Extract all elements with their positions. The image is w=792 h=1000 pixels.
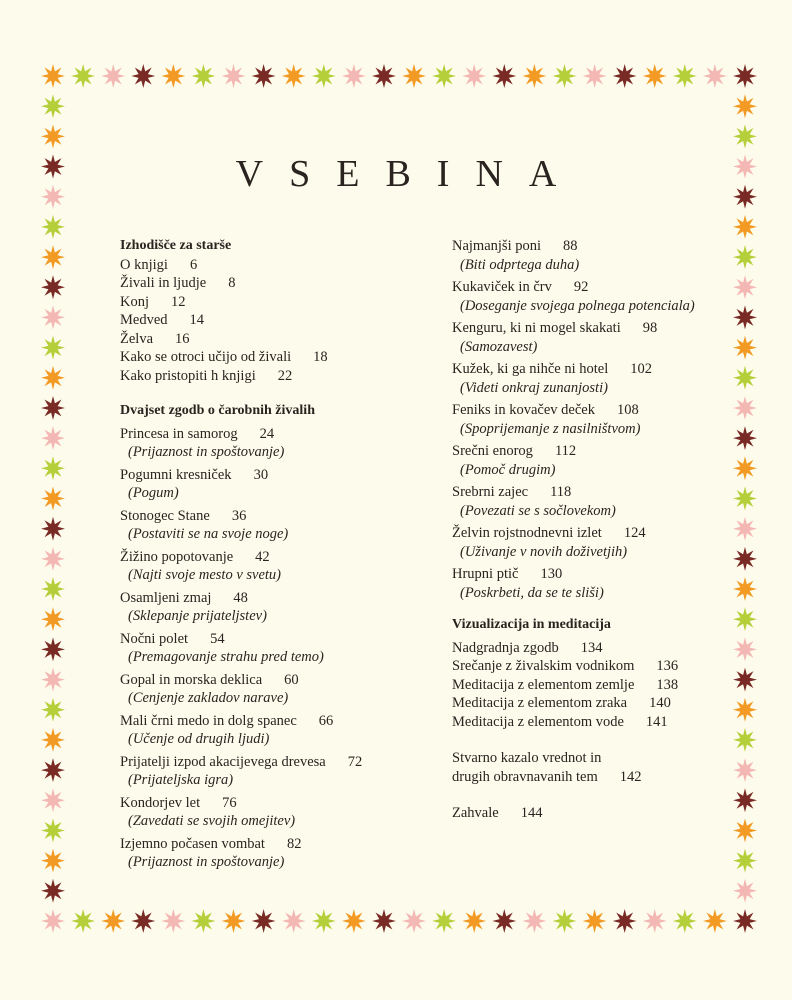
star-ornament	[522, 64, 546, 88]
entry-title: Princesa in samorog	[120, 425, 238, 442]
star-ornament	[432, 909, 456, 933]
star-ornament	[41, 728, 65, 752]
entry-page: 134	[580, 639, 603, 656]
toc-entry[interactable]	[452, 676, 722, 695]
entry-page: 16	[175, 330, 190, 347]
entry-theme: (Zavedati se svojih omejitev)	[128, 813, 296, 829]
entry-page: 24	[259, 425, 275, 442]
star-ornament	[41, 517, 65, 541]
stories-list-right	[452, 237, 722, 602]
entry-theme: (Videti onkraj zunanjosti)	[460, 379, 608, 396]
entry-page: 118	[550, 484, 572, 500]
star-ornament	[583, 909, 607, 933]
entry-theme: (Poskrbeti, da se te sliši)	[460, 584, 604, 601]
entry-page: 140	[649, 695, 671, 711]
entry-title: Prijatelji izpod akacijevega drevesa	[120, 753, 326, 770]
star-ornament	[131, 909, 155, 933]
entry-theme: (Prijateljska igra)	[128, 772, 234, 788]
entry-title: Gopal in morska deklica	[120, 671, 263, 688]
star-ornament	[161, 64, 185, 88]
entry-theme: (Pogum)	[128, 485, 179, 501]
entry-page: 142	[619, 768, 642, 785]
toc-entry[interactable]	[452, 713, 722, 732]
toc-story-entry[interactable]	[452, 565, 722, 602]
toc-story-entry[interactable]	[452, 319, 722, 356]
toc-story-entry[interactable]	[452, 360, 722, 397]
star-ornament	[733, 698, 757, 722]
entry-title: Pogumni kresniček	[120, 466, 232, 483]
entry-title: Srebrni zajec	[452, 484, 529, 500]
star-ornament	[41, 547, 65, 571]
star-ornament	[41, 668, 65, 692]
star-ornament	[252, 909, 276, 933]
section-heading-visualization: Vizualizacija in meditacija	[452, 617, 611, 632]
entry-title: Kužek, ki ga nihče ni hotel	[452, 361, 609, 377]
toc-entry[interactable]	[120, 330, 440, 349]
star-ornament	[41, 698, 65, 722]
entry-page: 136	[656, 658, 679, 674]
entry-title: Osamljeni zmaj	[120, 589, 212, 606]
star-ornament	[41, 245, 65, 269]
entry-page: 112	[554, 443, 577, 459]
star-ornament	[643, 64, 667, 88]
entry-theme: (Postaviti se na svoje noge)	[128, 526, 289, 542]
star-ornament	[101, 909, 125, 933]
entry-page: 48	[233, 589, 248, 606]
star-ornament	[41, 758, 65, 782]
star-ornament	[432, 64, 456, 88]
star-ornament	[613, 909, 637, 933]
star-ornament	[733, 788, 757, 812]
star-ornament	[402, 909, 426, 933]
star-ornament	[733, 547, 757, 571]
star-ornament	[71, 909, 95, 933]
entry-page: 8	[228, 275, 236, 291]
toc-story-entry[interactable]	[120, 753, 440, 790]
star-ornament	[41, 879, 65, 903]
entry-theme: (Samozavest)	[460, 338, 538, 355]
star-ornament	[733, 64, 757, 88]
star-ornament	[733, 456, 757, 480]
toc-story-entry[interactable]	[120, 835, 440, 872]
star-ornament	[282, 64, 306, 88]
star-ornament	[312, 64, 336, 88]
star-ornament	[733, 275, 757, 299]
star-ornament	[462, 64, 486, 88]
entry-page: 144	[520, 805, 543, 821]
toc-story-entry[interactable]	[120, 466, 440, 503]
entry-page: 14	[189, 312, 205, 328]
toc-story-entry[interactable]	[120, 630, 440, 667]
entry-title: Kako se otroci učijo od živali	[120, 349, 292, 365]
entry-page: 66	[318, 712, 334, 729]
star-ornament	[673, 909, 697, 933]
entry-page: 92	[573, 279, 589, 295]
entry-title: Srečni enorog	[452, 443, 533, 459]
star-ornament	[703, 64, 727, 88]
star-ornament	[733, 607, 757, 631]
star-ornament	[131, 64, 155, 88]
entry-theme: (Sklepanje prijateljstev)	[128, 608, 267, 624]
toc-story-entry[interactable]	[120, 712, 440, 749]
entry-page: 42	[255, 548, 270, 565]
toc-story-entry[interactable]	[120, 425, 440, 462]
star-ornament	[643, 909, 667, 933]
star-ornament	[613, 64, 637, 88]
toc-story-entry[interactable]	[452, 524, 722, 561]
toc-story-entry[interactable]	[120, 671, 440, 708]
entry-page: 102	[630, 361, 652, 377]
toc-story-entry[interactable]	[120, 507, 440, 544]
star-ornament	[41, 94, 65, 118]
parents-list	[120, 256, 440, 386]
star-ornament	[733, 819, 757, 843]
toc-story-entry[interactable]	[452, 483, 722, 520]
star-ornament	[342, 64, 366, 88]
entry-theme: (Prijaznost in spoštovanje)	[128, 854, 285, 870]
toc-entry[interactable]	[120, 274, 440, 293]
entry-theme: (Cenjenje zakladov narave)	[128, 690, 289, 706]
entry-title: Najmanjši poni	[452, 238, 542, 254]
entry-title: Hrupni ptič	[452, 566, 519, 582]
entry-page: 88	[563, 238, 578, 254]
star-ornament	[41, 336, 65, 360]
toc-story-entry[interactable]	[452, 278, 722, 315]
entry-page: 76	[222, 794, 237, 811]
entry-title: Živali in ljudje	[120, 275, 207, 291]
entry-title: O knjigi	[120, 256, 168, 273]
star-ornament	[41, 909, 65, 933]
entry-theme: (Učenje od drugih ljudi)	[128, 731, 270, 747]
entry-page: 130	[540, 566, 563, 582]
entry-page: 12	[171, 293, 186, 310]
toc-entry-thanks[interactable]	[452, 804, 722, 823]
entry-title: Zahvale	[452, 805, 499, 821]
star-ornament	[41, 396, 65, 420]
entry-theme: (Doseganje svojega polnega potenciala)	[460, 297, 695, 314]
entry-title: Medved	[120, 312, 168, 328]
star-ornament	[733, 879, 757, 903]
star-ornament	[402, 64, 426, 88]
star-ornament	[553, 64, 577, 88]
stories-list-left	[120, 425, 440, 872]
entry-page: 98	[642, 320, 658, 336]
star-ornament	[41, 487, 65, 511]
star-ornament	[733, 577, 757, 601]
star-ornament	[372, 909, 396, 933]
entry-page: 36	[231, 507, 247, 524]
star-ornament	[733, 305, 757, 329]
entry-title: Želvin rojstnodnevni izlet	[452, 525, 602, 541]
toc-entry[interactable]	[452, 657, 722, 676]
entry-title: Meditacija z elementom zraka	[452, 695, 628, 711]
star-ornament	[583, 64, 607, 88]
toc-entry[interactable]	[120, 348, 440, 367]
entry-page: 124	[623, 525, 646, 541]
star-ornament	[733, 487, 757, 511]
visualization-list	[452, 639, 722, 732]
star-ornament	[101, 64, 125, 88]
entry-title: Meditacija z elementom zemlje	[452, 676, 635, 693]
toc-entry-index[interactable]	[452, 749, 722, 786]
star-ornament	[492, 64, 516, 88]
toc-story-entry[interactable]	[120, 548, 440, 585]
toc-entry[interactable]	[452, 694, 722, 713]
toc-entry[interactable]	[120, 311, 440, 330]
star-ornament	[41, 577, 65, 601]
star-ornament	[673, 64, 697, 88]
toc-entry[interactable]	[120, 256, 440, 275]
star-ornament	[733, 728, 757, 752]
star-ornament	[41, 637, 65, 661]
entry-title: Žižino popotovanje	[120, 548, 234, 565]
entry-theme: (Prijaznost in spoštovanje)	[128, 444, 285, 460]
star-ornament	[733, 637, 757, 661]
star-ornament	[222, 64, 246, 88]
entry-page: 60	[284, 671, 299, 688]
star-ornament	[733, 396, 757, 420]
star-ornament	[372, 64, 396, 88]
toc-entry[interactable]	[120, 367, 440, 386]
toc-story-entry[interactable]	[120, 794, 440, 831]
entry-page: 82	[286, 835, 302, 852]
entry-title: Stonogec Stane	[120, 507, 210, 524]
entry-theme: (Spoprijemanje z nasilništvom)	[460, 420, 641, 437]
star-ornament	[41, 849, 65, 873]
star-ornament	[342, 909, 366, 933]
entry-page: 6	[189, 256, 198, 273]
star-ornament	[41, 215, 65, 239]
entry-theme: (Povezati se s sočlovekom)	[460, 502, 616, 519]
toc-story-entry[interactable]	[120, 589, 440, 626]
star-ornament	[222, 909, 246, 933]
star-ornament	[252, 64, 276, 88]
entry-page: 22	[277, 367, 293, 384]
entry-title: Kukaviček in črv	[452, 279, 552, 295]
entry-page: 72	[347, 753, 363, 770]
star-ornament	[282, 909, 306, 933]
entry-title: Konj	[120, 293, 149, 310]
star-ornament	[553, 909, 577, 933]
star-ornament	[522, 909, 546, 933]
star-ornament	[733, 758, 757, 782]
star-ornament	[312, 909, 336, 933]
star-ornament	[71, 64, 95, 88]
star-ornament	[41, 426, 65, 450]
toc-story-entry[interactable]	[452, 442, 722, 479]
toc-story-entry[interactable]	[452, 237, 722, 274]
star-ornament	[733, 215, 757, 239]
star-ornament	[41, 305, 65, 329]
entry-theme: (Biti odprtega duha)	[460, 256, 580, 273]
entry-title: Izjemno počasen vombat	[120, 835, 265, 852]
section-heading-parents: Izhodišče za starše	[120, 238, 232, 253]
entry-page: 141	[645, 713, 668, 730]
star-ornament	[41, 788, 65, 812]
star-ornament	[41, 275, 65, 299]
star-ornament	[733, 426, 757, 450]
entry-title: drugih obravnavanih tem	[452, 768, 598, 785]
star-ornament	[733, 366, 757, 390]
entry-title: Kenguru, ki ni mogel skakati	[452, 320, 621, 336]
right-column	[452, 237, 722, 823]
entry-title: Stvarno kazalo vrednot in	[452, 750, 602, 766]
entry-title: Kondorjev let	[120, 794, 201, 811]
star-ornament	[733, 245, 757, 269]
entry-title: Meditacija z elementom vode	[452, 713, 624, 730]
star-ornament	[41, 819, 65, 843]
star-ornament	[41, 64, 65, 88]
star-ornament	[703, 909, 727, 933]
star-ornament	[41, 607, 65, 631]
star-ornament	[733, 94, 757, 118]
star-ornament	[733, 124, 757, 148]
section-heading-stories: Dvajset zgodb o čarobnih živalih	[120, 403, 315, 418]
entry-page: 138	[656, 676, 679, 693]
entry-title: Kako pristopiti h knjigi	[120, 367, 256, 384]
star-ornament	[41, 456, 65, 480]
entry-theme: (Premagovanje strahu pred temo)	[128, 649, 324, 665]
star-ornament	[733, 517, 757, 541]
star-ornament	[733, 668, 757, 692]
star-ornament	[733, 336, 757, 360]
left-column	[120, 237, 440, 876]
entry-title: Mali črni medo in dolg spanec	[120, 712, 297, 729]
star-ornament	[733, 849, 757, 873]
entry-page: 108	[616, 402, 639, 418]
star-ornament	[733, 909, 757, 933]
star-ornament	[492, 909, 516, 933]
entry-title: Srečanje z živalskim vodnikom	[452, 658, 635, 674]
entry-theme: (Najti svoje mesto v svetu)	[128, 567, 282, 583]
entry-title: Želva	[120, 330, 154, 347]
toc-story-entry[interactable]	[452, 401, 722, 438]
star-ornament	[41, 366, 65, 390]
entry-theme: (Uživanje v novih doživetjih)	[460, 543, 628, 560]
entry-title: Nočni polet	[120, 630, 189, 647]
page-title: VSEBINA	[235, 153, 583, 195]
entry-title: Nadgradnja zgodb	[452, 639, 559, 656]
star-ornament	[161, 909, 185, 933]
star-ornament	[41, 124, 65, 148]
entry-page: 18	[313, 349, 328, 365]
star-ornament	[191, 909, 215, 933]
toc-entry[interactable]	[120, 293, 440, 312]
entry-theme: (Pomoč drugim)	[460, 461, 556, 478]
entry-page: 30	[253, 466, 269, 483]
entry-page: 54	[210, 630, 225, 647]
star-ornament	[191, 64, 215, 88]
entry-title: Feniks in kovačev deček	[452, 402, 595, 418]
toc-entry[interactable]	[452, 639, 722, 658]
star-ornament	[462, 909, 486, 933]
